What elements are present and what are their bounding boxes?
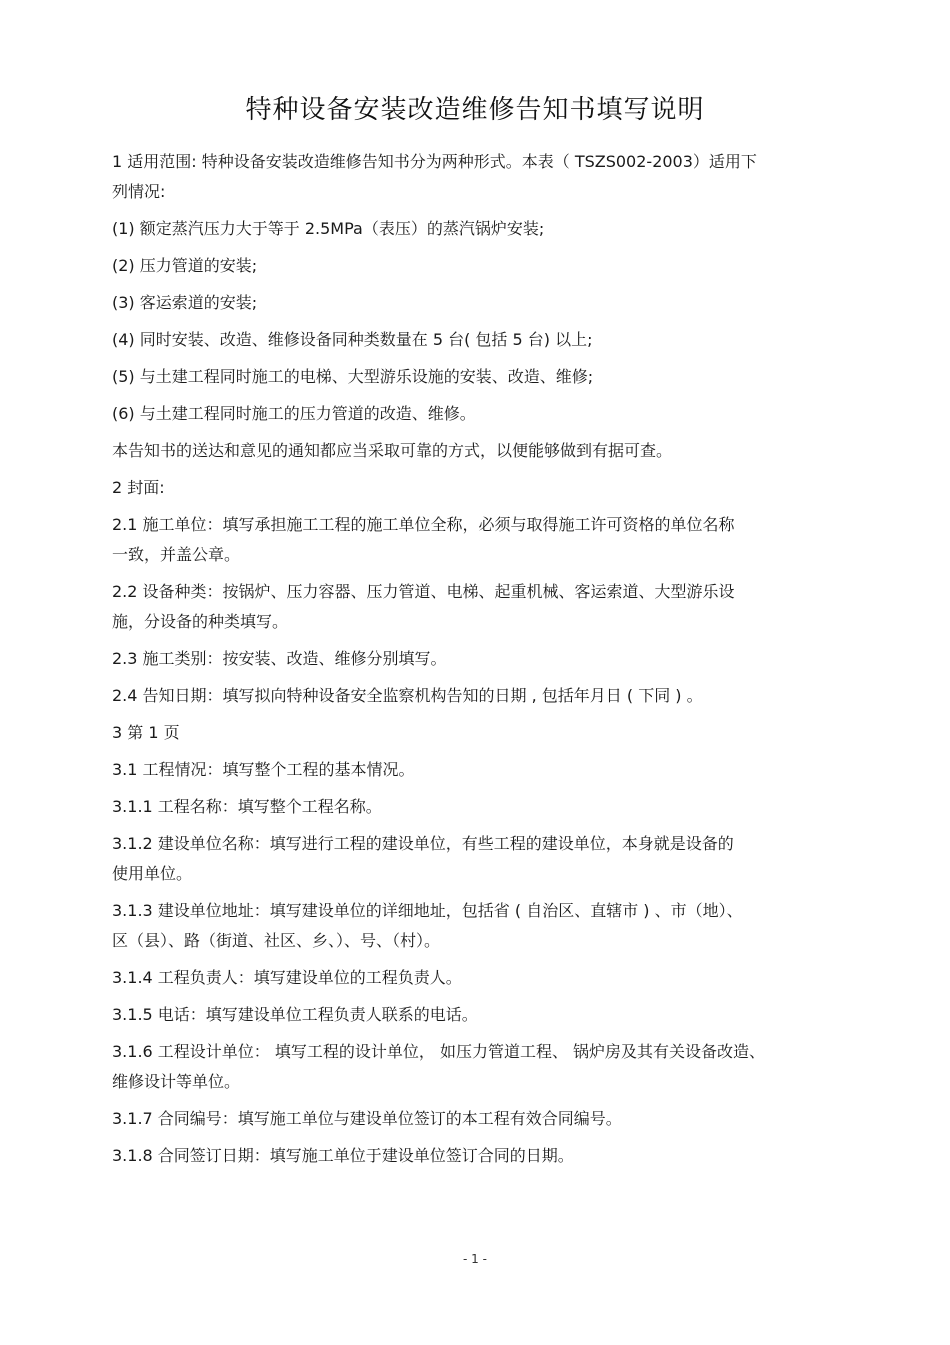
paragraph-line: 2.3 施工类别：按安装、改造、维修分别填写。	[112, 649, 447, 668]
paragraph	[112, 577, 872, 637]
paragraph	[112, 473, 872, 503]
paragraph-line: 2.2 设备种类：按锅炉、压力容器、压力管道、电梯、起重机械、客运索道、大型游乐设	[112, 582, 735, 601]
paragraph-line: 3.1 工程情况：填写整个工程的基本情况。	[112, 760, 415, 779]
paragraph-line: 3.1.2 建设单位名称：填写进行工程的建设单位，有些工程的建设单位，本身就是设备的	[112, 834, 734, 853]
paragraph-line: 3.1.3 建设单位地址：填写建设单位的详细地址，包括省 ( 自治区、直辖市 ) 、市（地）、	[112, 901, 743, 920]
paragraph-line: 1 适用范围: 特种设备安装改造维修告知书分为两种形式。本表（ TSZS002-2003）适用下	[112, 152, 757, 171]
paragraph-line: 3.1.8 合同签订日期：填写施工单位于建设单位签订合同的日期。	[112, 1146, 574, 1165]
paragraph-line: 施，分设备的种类填写。	[112, 612, 289, 631]
paragraph-line: 2.1 施工单位：填写承担施工工程的施工单位全称，必须与取得施工许可资格的单位名称	[112, 515, 735, 534]
document-title: 特种设备安装改造维修告知书填写说明	[245, 95, 705, 125]
paragraph	[112, 681, 872, 711]
paragraph-line: 3.1.5 电话：填写建设单位工程负责人联系的电话。	[112, 1005, 478, 1024]
paragraph-line: 一致，并盖公章。	[112, 545, 241, 564]
paragraph-line: 3 第 1 页	[112, 723, 180, 742]
paragraph-line: (2) 压力管道的安装;	[112, 256, 258, 275]
paragraph	[112, 362, 872, 392]
paragraph	[112, 1037, 872, 1097]
paragraph	[112, 718, 872, 748]
paragraph	[112, 325, 872, 355]
paragraph	[112, 1104, 872, 1134]
paragraph	[112, 755, 872, 785]
paragraph	[112, 147, 872, 207]
paragraph-line: 区（县）、路（街道、社区、乡、）、号、（村）。	[112, 931, 441, 950]
paragraph-line: 3.1.7 合同编号：填写施工单位与建设单位签订的本工程有效合同编号。	[112, 1109, 622, 1128]
paragraph-line: 3.1.1 工程名称：填写整个工程名称。	[112, 797, 382, 816]
paragraph	[112, 510, 872, 570]
paragraph-line: 2 封面:	[112, 478, 165, 497]
paragraph-line: 3.1.6 工程设计单位： 填写工程的设计单位， 如压力管道工程、 锅炉房及其有关设备改造、	[112, 1042, 766, 1061]
paragraph-line: 3.1.4 工程负责人：填写建设单位的工程负责人。	[112, 968, 462, 987]
paragraph	[112, 214, 872, 244]
paragraph	[112, 436, 872, 466]
paragraph	[112, 251, 872, 281]
paragraph-line: 列情况:	[112, 182, 166, 201]
paragraph-line: 2.4 告知日期：填写拟向特种设备安全监察机构告知的日期 , 包括年月日 ( 下同 ) 。	[112, 686, 703, 705]
paragraph	[112, 792, 872, 822]
paragraph	[112, 1000, 872, 1030]
paragraph	[112, 288, 872, 318]
paragraph-line: 使用单位。	[112, 864, 193, 883]
paragraph-line: (4) 同时安装、改造、维修设备同种类数量在 5 台( 包括 5 台) 以上;	[112, 330, 593, 349]
paragraph-line: 本告知书的送达和意见的通知都应当采取可靠的方式，以便能够做到有据可查。	[112, 441, 673, 460]
paragraph-line: 维修设计等单位。	[112, 1072, 241, 1091]
paragraph	[112, 399, 872, 429]
paragraph	[112, 644, 872, 674]
page-number: - 1 -	[463, 1252, 487, 1266]
paragraph-line: (6) 与土建工程同时施工的压力管道的改造、维修。	[112, 404, 476, 423]
paragraph-line: (5) 与土建工程同时施工的电梯、大型游乐设施的安装、改造、维修;	[112, 367, 594, 386]
paragraph	[112, 896, 872, 956]
paragraph	[112, 829, 872, 889]
paragraph	[112, 1141, 872, 1171]
document-body	[112, 147, 872, 1178]
paragraph-line: (1) 额定蒸汽压力大于等于 2.5MPa（表压）的蒸汽锅炉安装;	[112, 219, 545, 238]
paragraph	[112, 963, 872, 993]
paragraph-line: (3) 客运索道的安装;	[112, 293, 258, 312]
